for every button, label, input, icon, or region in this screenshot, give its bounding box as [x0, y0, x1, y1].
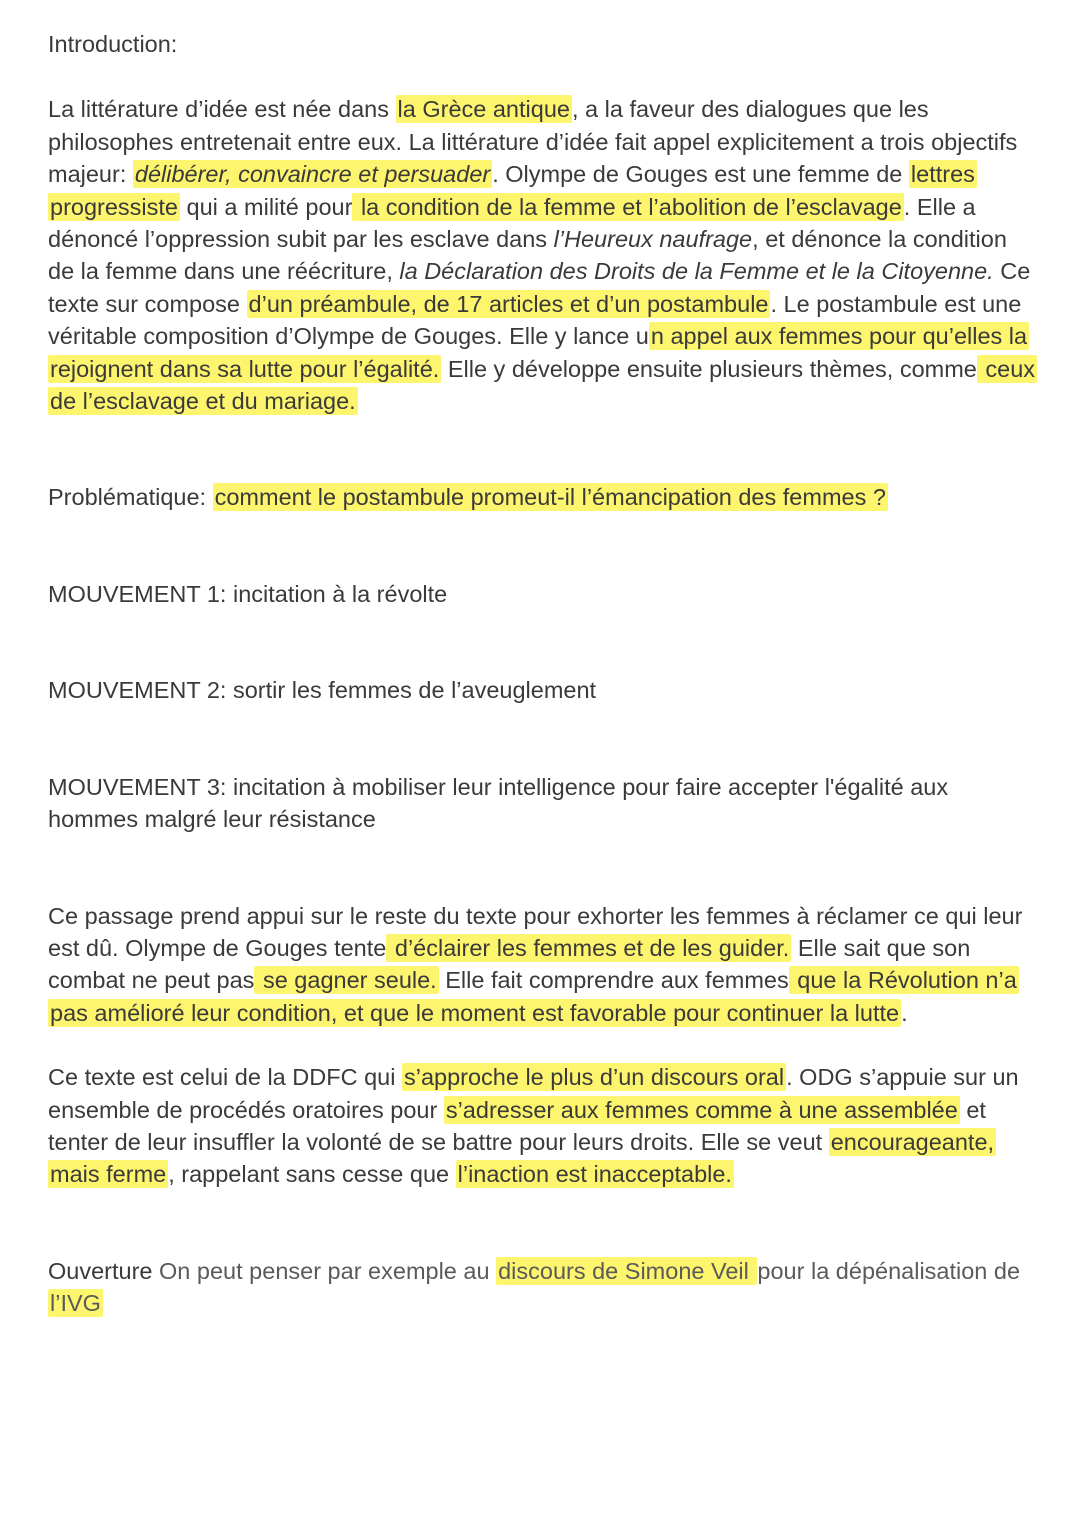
highlight-themes: ceux de l’esclavage et du mariage. [50, 355, 1036, 415]
intro-text-5: . Elle a dénoncé l’oppression subit par les esclave dans [48, 193, 976, 253]
highlight-appel: n appel aux femmes pour qu’elles la rejoignent dans sa lutte pour l’égalité. [50, 323, 1028, 382]
highlight-objectifs [133, 160, 492, 188]
intro-text-9: Elle y développe ensuite plusieurs thèmes, comme [441, 355, 977, 382]
mouvement-2: MOUVEMENT 2: sortir les femmes de l’aveuglement [48, 677, 597, 704]
highlight-ivg: l’IVG [50, 1290, 101, 1317]
intro-heading: Introduction: [48, 31, 178, 57]
highlight-condition-femme: la condition de la femme et l’abolition de l’esclavage [354, 193, 902, 220]
highlight-problematique: comment le postambule promeut-il l’émancipation des femmes ? [214, 484, 886, 511]
problematique [48, 481, 1038, 513]
intro-text-4: qui a milité pour [180, 193, 353, 220]
intro-text-1: La littérature d’idée est née dans [48, 96, 396, 123]
highlight-inaction: l’inaction est inacceptable. [457, 1161, 732, 1188]
analysis-paragraph-2 [48, 1061, 1038, 1191]
highlight-discours-oral: s’approche le plus d’un discours oral [403, 1064, 785, 1091]
highlight-grece-antique: la Grèce antique [397, 96, 570, 123]
highlight-gagner-seule: se gagner seule. [256, 967, 437, 994]
objectifs-italic: délibérer, convaincre et persuader [134, 161, 491, 188]
highlight-simone-veil: discours de Simone Veil [498, 1257, 756, 1284]
intro-text-2: , a la faveur des dialogues que les philosophes entretenait entre eux. La littérature d’idée fait appel explicitement a trois objectifs majeur: [48, 96, 1018, 188]
problematique-label: Problématique: [48, 484, 213, 511]
p2-text-2: Elle sait que son combat ne peut pas [48, 934, 971, 994]
intro-text-3: . Olympe de Gouges est une femme de [492, 161, 909, 188]
p3-text-2: . ODG s’appuie sur un ensemble de procédés oratoires pour [48, 1064, 1019, 1123]
highlight-structure: d’un préambule, de 17 articles et d’un postambule [248, 290, 769, 317]
p3-text-4: , rappelant sans cesse que [168, 1161, 456, 1188]
highlight-lettres-progressiste: lettres progressiste [50, 161, 975, 220]
highlight-assemblee: s’adresser aux femmes comme à une assemblée [445, 1096, 958, 1123]
p3-text-3: et tenter de leur insuffler la volonté de se battre pour leurs droits. Elle se veut [48, 1096, 986, 1155]
mouvement-3: MOUVEMENT 3: incitation à mobiliser leur intelligence pour faire accepter l'égalité aux hommes malgré leur résistance [48, 773, 949, 833]
intro-text-6: , et dénonce la condition de la femme dans une réécriture, [48, 226, 1007, 285]
highlight-eclairer: d’éclairer les femmes et de les guider. [388, 934, 790, 961]
intro-text-7: Ce texte sur compose [48, 258, 1031, 317]
p2-text-4: . [901, 999, 908, 1026]
highlight-encourageante: encourageante, mais ferme [50, 1128, 995, 1188]
p2-text-1: Ce passage prend appui sur le reste du texte pour exhorter les femmes à réclamer ce qui leur est dû. Olympe de Gouges tente [48, 902, 1023, 961]
document-page [48, 28, 1038, 1320]
highlight-revolution: que la Révolution n’a pas amélioré leur condition, et que le moment est favorable pour continuer la lutte [50, 967, 1017, 1026]
intro-paragraph [48, 93, 1038, 417]
ouverture-text-1: On peut penser par exemple au [152, 1257, 497, 1284]
intro-text-8: . Le postambule est une véritable composition d’Olympe de Gouges. Elle y lance u [48, 290, 1022, 350]
ouverture-paragraph [48, 1255, 1038, 1320]
ouverture-text-2: pour la dépénalisation de [757, 1257, 1021, 1284]
title-declaration: la Déclaration des Droits de la Femme et le la Citoyenne. [399, 258, 994, 285]
p2-text-3: Elle fait comprendre aux femmes [438, 967, 789, 994]
title-heureux-naufrage: l’Heureux naufrage [553, 226, 753, 253]
mouvement-1: MOUVEMENT 1: incitation à la révolte [48, 580, 448, 607]
analysis-paragraph-1 [48, 900, 1038, 1030]
ouverture-label: Ouverture [48, 1257, 153, 1284]
p3-text-1: Ce texte est celui de la DDFC qui [48, 1064, 402, 1091]
